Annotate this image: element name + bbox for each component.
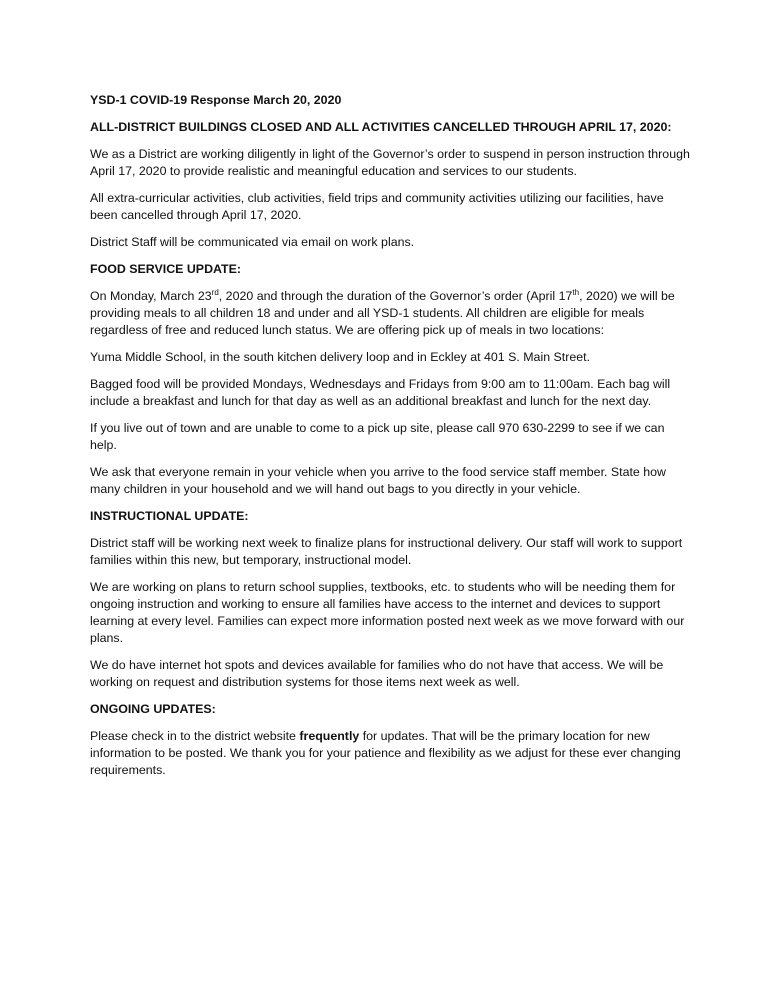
food-service-heading: FOOD SERVICE UPDATE:	[90, 262, 241, 276]
food-p1-part-c: , 2020) we will be providing meals to all children 18 and under and all YSD-1 students. All children are eligible for meals regardless of free and reduced lunch status. We are offering pick up of meals in two locations:	[90, 289, 675, 337]
closure-paragraph-3: District Staff will be communicated via email on work plans.	[90, 235, 415, 249]
ongoing-p1-part-a: Please check in to the district website	[90, 729, 300, 743]
food-paragraph-5: We ask that everyone remain in your vehicle when you arrive to the food service staff member. State how many children in your household and we will hand out bags to you directly in your vehicle.	[90, 465, 666, 496]
closure-paragraph-2: All extra-curricular activities, club activities, field trips and community activities utilizing our facilities, have been cancelled through April 17, 2020.	[90, 191, 664, 222]
instructional-heading: INSTRUCTIONAL UPDATE:	[90, 509, 249, 523]
instructional-paragraph-1: District staff will be working next week to finalize plans for instructional delivery. Our staff will work to support families within this new, but temporary, instructional model.	[90, 536, 683, 567]
closure-heading: ALL-DISTRICT BUILDINGS CLOSED AND ALL ACTIVITIES CANCELLED THROUGH APRIL 17, 2020:	[90, 120, 672, 134]
instructional-paragraph-3: We do have internet hot spots and devices available for families who do not have that access. We will be working on request and distribution systems for those items next week as well.	[90, 658, 664, 689]
ongoing-p1-part-b: for updates. That will be the primary location for new information to be posted. We thank you for your patience and flexibility as we adjust for these ever changing requirements.	[90, 729, 681, 777]
closure-paragraph-1: We as a District are working diligently in light of the Governor’s order to suspend in person instruction through April 17, 2020 to provide realistic and meaningful education and services to our students.	[90, 147, 690, 178]
food-p1-superscript-rd: rd	[211, 287, 219, 297]
food-paragraph-3: Bagged food will be provided Mondays, Wednesdays and Fridays from 9:00 am to 11:00am. Each bag will include a breakfast and lunch for that day as well as an additional breakfast and lunch for the next day.	[90, 377, 671, 408]
instructional-paragraph-2: We are working on plans to return school supplies, textbooks, etc. to students who will be needing them for ongoing instruction and working to ensure all families have access to the internet and devices to support learning at every level. Families can expect more information posted next week as we move forward with our plans.	[90, 580, 685, 645]
food-paragraph-4: If you live out of town and are unable to come to a pick up site, please call 970 630-2299 to see if we can help.	[90, 421, 665, 452]
ongoing-heading: ONGOING UPDATES:	[90, 702, 216, 716]
food-paragraph-1	[90, 288, 693, 339]
food-p1-part-b: , 2020 and through the duration of the Governor’s order (April 17	[218, 289, 573, 303]
document-title: YSD-1 COVID-19 Response March 20, 2020	[90, 93, 342, 107]
food-p1-part-a: On Monday, March 23	[90, 289, 212, 303]
ongoing-paragraph-1	[90, 728, 693, 779]
ongoing-p1-bold-word: frequently	[299, 729, 360, 743]
food-p1-superscript-th: th	[572, 287, 580, 297]
food-paragraph-2: Yuma Middle School, in the south kitchen delivery loop and in Eckley at 401 S. Main Street.	[90, 350, 591, 364]
